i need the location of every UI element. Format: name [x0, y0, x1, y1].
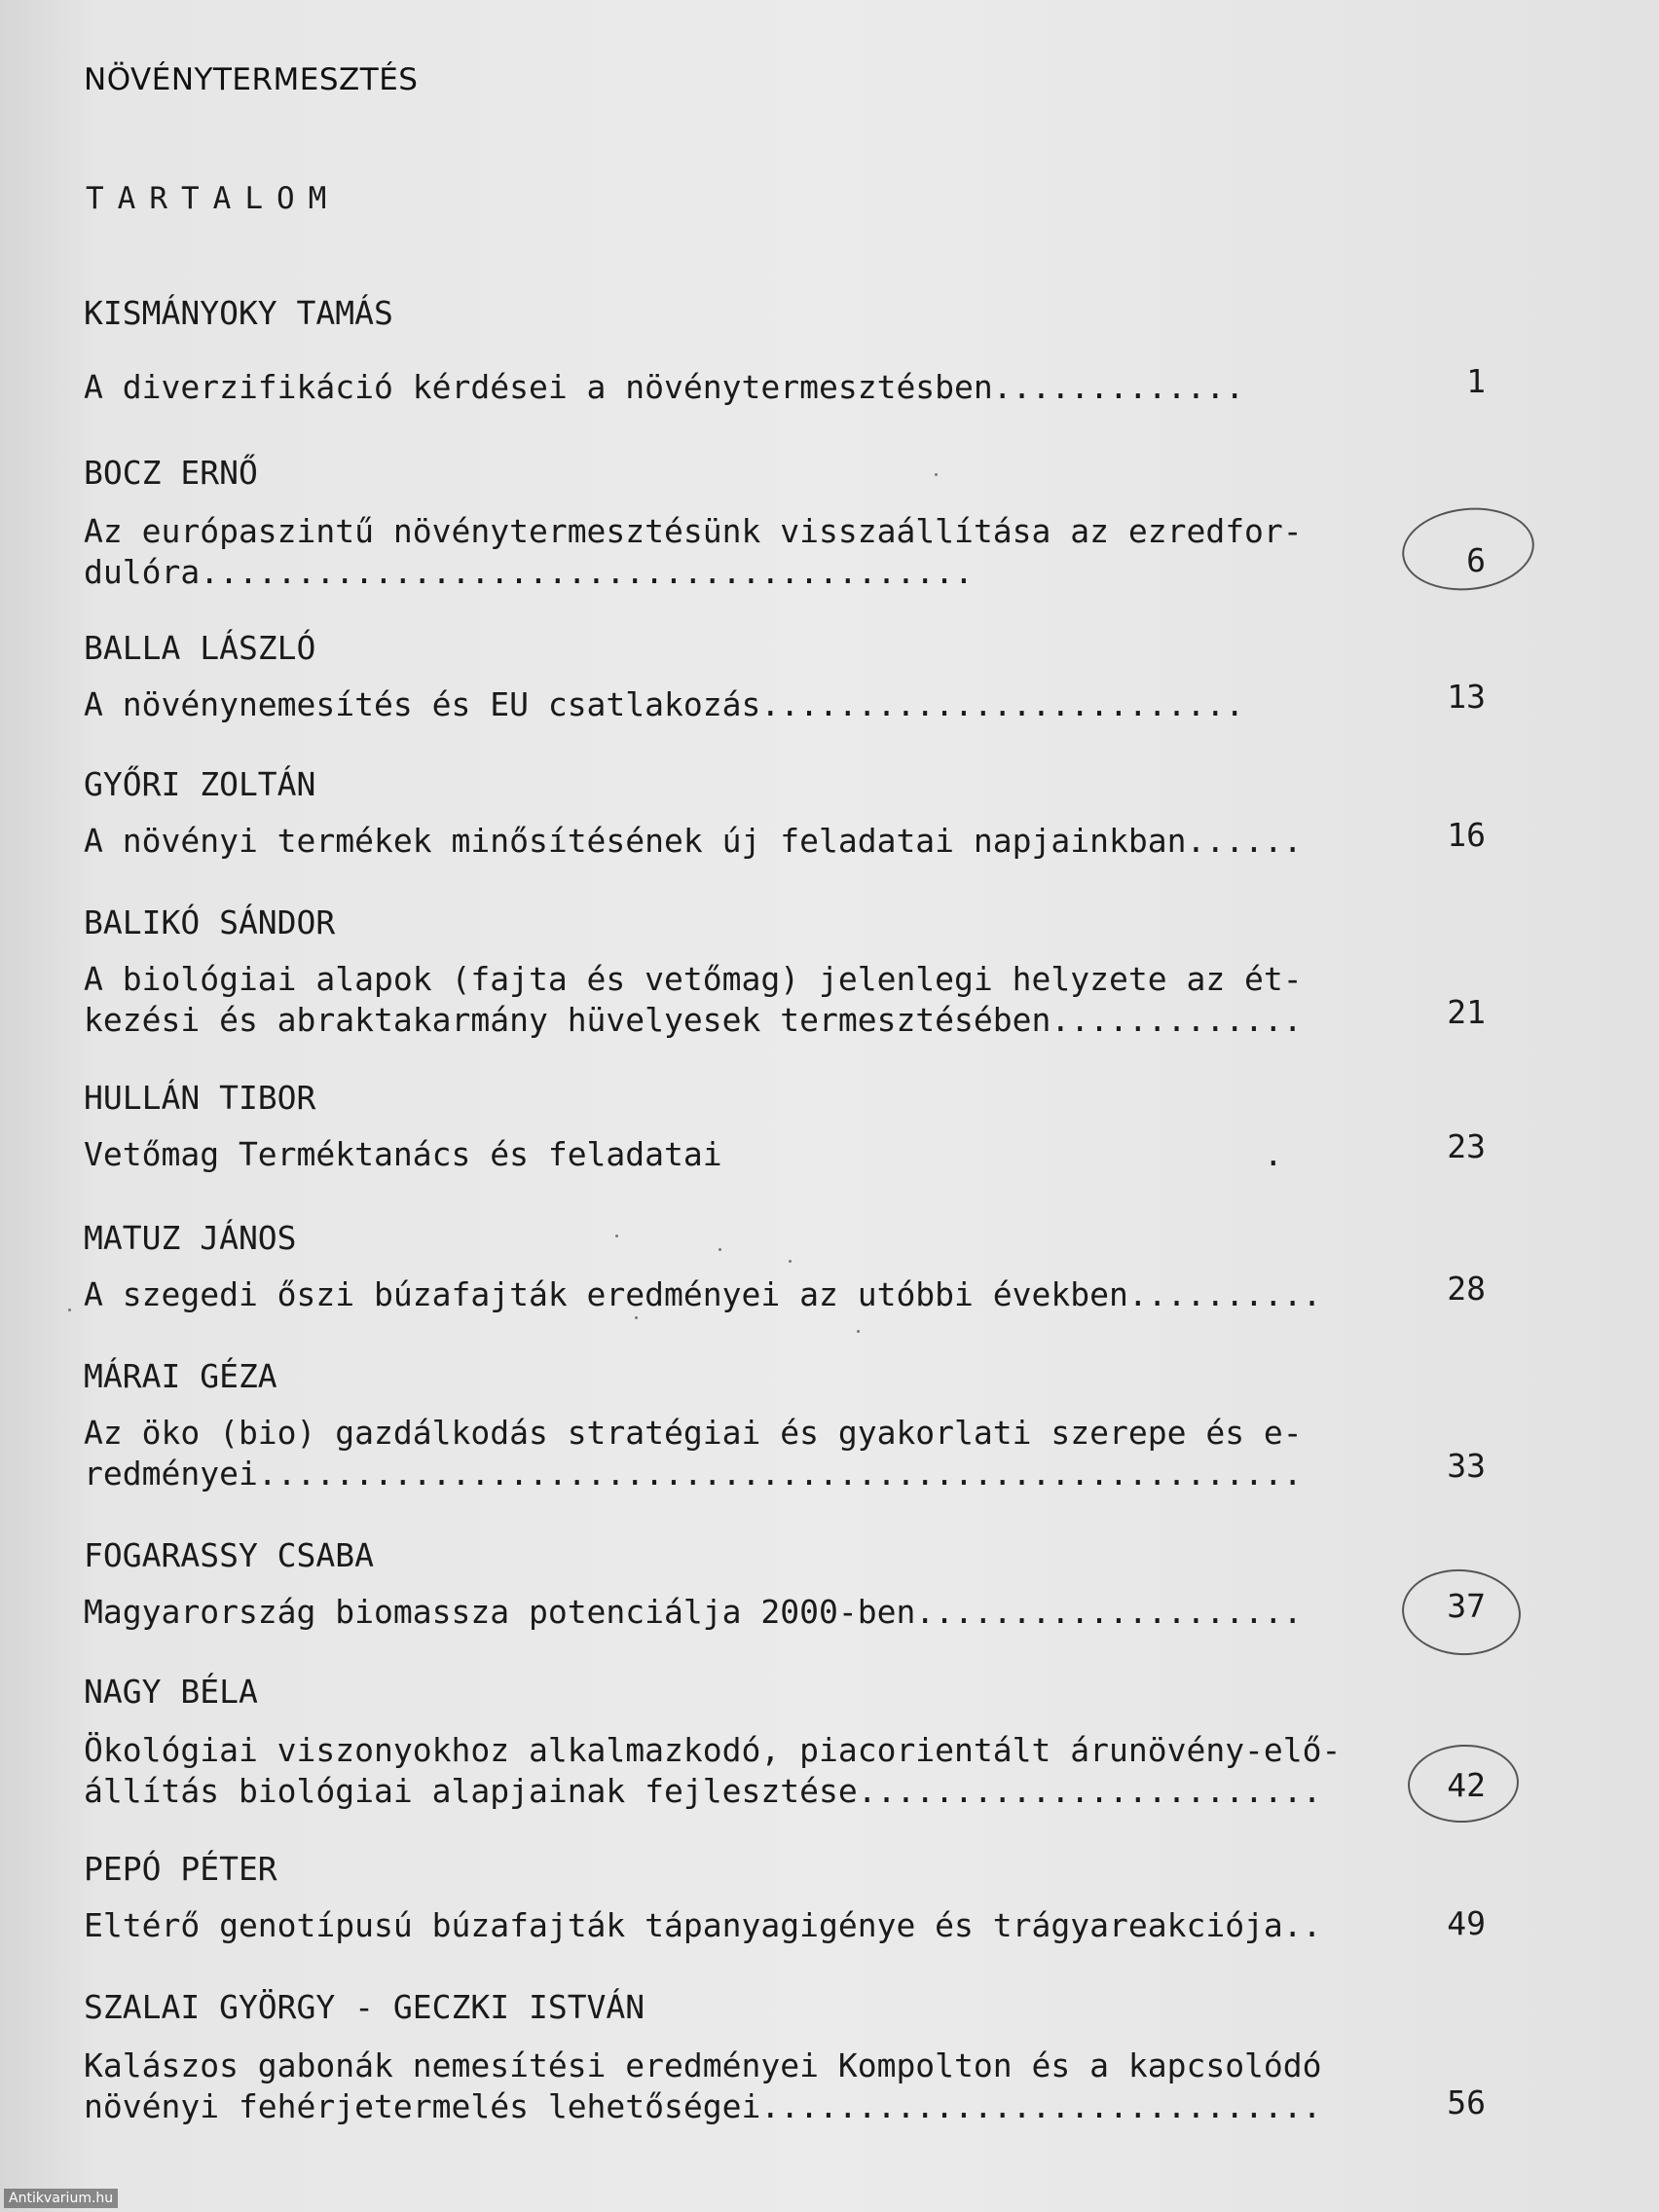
entry-page-number: 16: [1447, 816, 1486, 854]
entry-page-number: 13: [1447, 678, 1486, 716]
entry-author: GYŐRI ZOLTÁN: [84, 765, 316, 803]
entry-title-line: kezési és abraktakarmány hüvelyesek termesztésében.............: [84, 1001, 1303, 1039]
toc-heading: TARTALOM: [86, 181, 341, 216]
print-speck: [789, 1260, 792, 1263]
entry-page-number: 21: [1447, 993, 1486, 1031]
entry-page-number: 1: [1466, 362, 1486, 400]
entry-page-number: 33: [1447, 1447, 1486, 1485]
entry-page-number: 42: [1447, 1766, 1486, 1804]
entry-author: MATUZ JÁNOS: [84, 1219, 297, 1257]
entry-title-line: A szegedi őszi búzafajták eredményei az utóbbi években..........: [84, 1275, 1322, 1313]
entry-title-line: Magyarország biomassza potenciálja 2000-ben....................: [84, 1593, 1303, 1631]
entry-author: SZALAI GYÖRGY - GECZKI ISTVÁN: [84, 1988, 645, 2026]
print-speck: [719, 1248, 721, 1251]
entry-author: HULLÁN TIBOR: [84, 1079, 316, 1117]
entry-page-number: 6: [1466, 541, 1486, 579]
entry-page-number: 56: [1447, 2083, 1486, 2121]
entry-title-line: Eltérő genotípusú búzafajták tápanyagigénye és trágyareakciója..: [84, 1906, 1322, 1944]
entry-author: BALIKÓ SÁNDOR: [84, 903, 336, 941]
entry-author: BOCZ ERNŐ: [84, 454, 258, 492]
entry-page-number: 23: [1447, 1127, 1486, 1165]
entry-page-number: 28: [1447, 1270, 1486, 1308]
entry-author: KISMÁNYOKY TAMÁS: [84, 294, 393, 332]
print-speck: [68, 1309, 71, 1311]
entry-page-number: 49: [1447, 1904, 1486, 1942]
entry-title-line: növényi fehérjetermelés lehetőségei.............................: [84, 2087, 1322, 2125]
entry-title-line: Kalászos gabonák nemesítési eredményei Kompolton és a kapcsolódó: [84, 2046, 1322, 2084]
entry-title-line: A diverzifikáció kérdései a növénytermesztésben.............: [84, 368, 1245, 406]
print-speck: [635, 1316, 638, 1319]
entry-author: MÁRAI GÉZA: [84, 1357, 277, 1395]
entry-title-line: A növényi termékek minősítésének új feladatai napjainkban......: [84, 822, 1303, 860]
print-speck: [935, 473, 938, 476]
print-speck: [857, 1330, 860, 1333]
entry-title-line: A növénynemesítés és EU csatlakozás.........................: [84, 685, 1245, 723]
print-speck: [615, 1235, 618, 1237]
entry-title-line: állítás biológiai alapjainak fejlesztése........................: [84, 1772, 1322, 1810]
entry-title-line: dulóra........................................: [84, 553, 974, 591]
entry-title-line: A biológiai alapok (fajta és vetőmag) jelenlegi helyzete az ét-: [84, 960, 1303, 998]
entry-author: NAGY BÉLA: [84, 1673, 258, 1711]
entry-title-line: Vetőmag Terméktanács és feladatai .: [84, 1135, 1283, 1173]
entry-title-line: Az európaszintű növénytermesztésünk visszaállítása az ezredfor-: [84, 512, 1303, 550]
entry-page-number: 37: [1447, 1587, 1486, 1625]
watermark: Antikvarium.hu: [4, 2189, 118, 2208]
entry-author: BALLA LÁSZLÓ: [84, 629, 316, 667]
entry-title-line: redményei......................................................: [84, 1455, 1303, 1493]
entry-title-line: Ökológiai viszonyokhoz alkalmazkodó, piacorientált árunövény-elő-: [84, 1731, 1342, 1769]
entry-author: FOGARASSY CSABA: [84, 1536, 375, 1574]
entry-author: PEPÓ PÉTER: [84, 1850, 277, 1888]
section-title: NÖVÉNYTERMESZTÉS: [84, 62, 419, 97]
entry-title-line: Az öko (bio) gazdálkodás stratégiai és gyakorlati szerepe és e-: [84, 1414, 1303, 1452]
